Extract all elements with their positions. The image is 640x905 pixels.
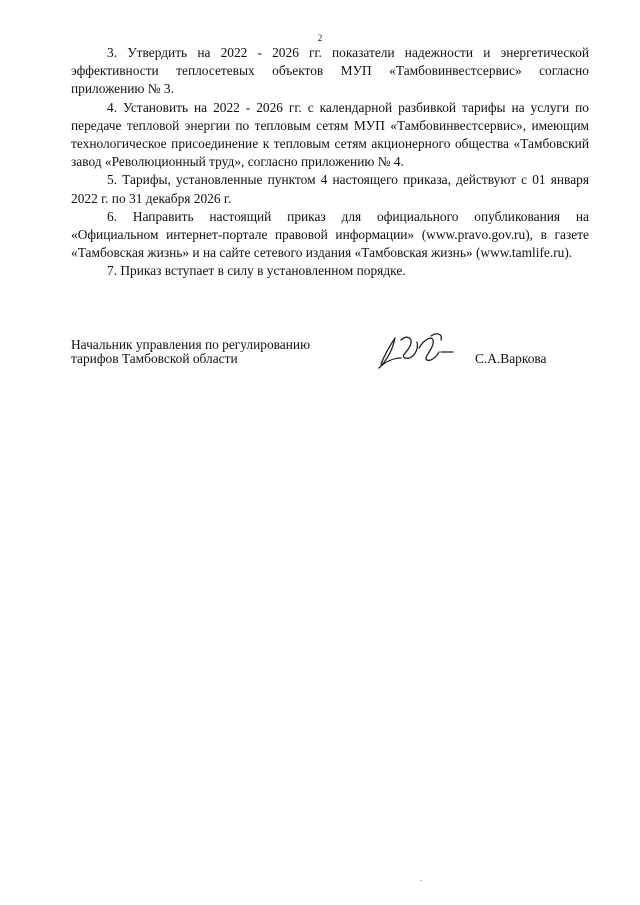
signature-block bbox=[71, 338, 591, 388]
signatory-title-line-1: Начальник управления по регулированию bbox=[71, 337, 311, 352]
paragraph-5: 5. Тарифы, установленные пунктом 4 настоящего приказа, действуют с 01 января 2022 г. по 31 декабря 2026 г. bbox=[71, 172, 589, 206]
paragraph-7: 7. Приказ вступает в силу в установленном порядке. bbox=[107, 263, 406, 279]
signatory-title-line-2: тарифов Тамбовской области bbox=[71, 351, 238, 366]
scan-speck bbox=[420, 880, 422, 881]
page-number: 2 bbox=[317, 33, 323, 43]
handwritten-signature bbox=[371, 328, 471, 372]
body-text bbox=[71, 44, 589, 281]
paragraph-4: 4. Установить на 2022 - 2026 гг. с календарной разбивкой тарифы на услуги по передаче тепловой энергии по тепловым сетям МУП «Тамбовинвестсервис», имеющим технологическое присоединение к тепловым сетям акционерного общества «Тамбовский завод «Революционный труд», согласно приложению № 4. bbox=[71, 99, 589, 170]
signatory-title bbox=[71, 338, 310, 366]
paragraph-6: 6. Направить настоящий приказ для официального опубликования на «Официальном интернет-портале правовой информации» (www.pravo.gov.ru), в газете «Тамбовская жизнь» и на сайте сетевого издания «Тамбовская жизнь» (www.tamlife.ru). bbox=[71, 208, 589, 261]
signatory-name: С.А.Варкова bbox=[475, 351, 547, 366]
paragraph-3: 3. Утвердить на 2022 - 2026 гг. показатели надежности и энергетической эффективности теплосетевых объектов МУП «Тамбовинвестсервис» согласно приложению № 3. bbox=[71, 45, 589, 97]
